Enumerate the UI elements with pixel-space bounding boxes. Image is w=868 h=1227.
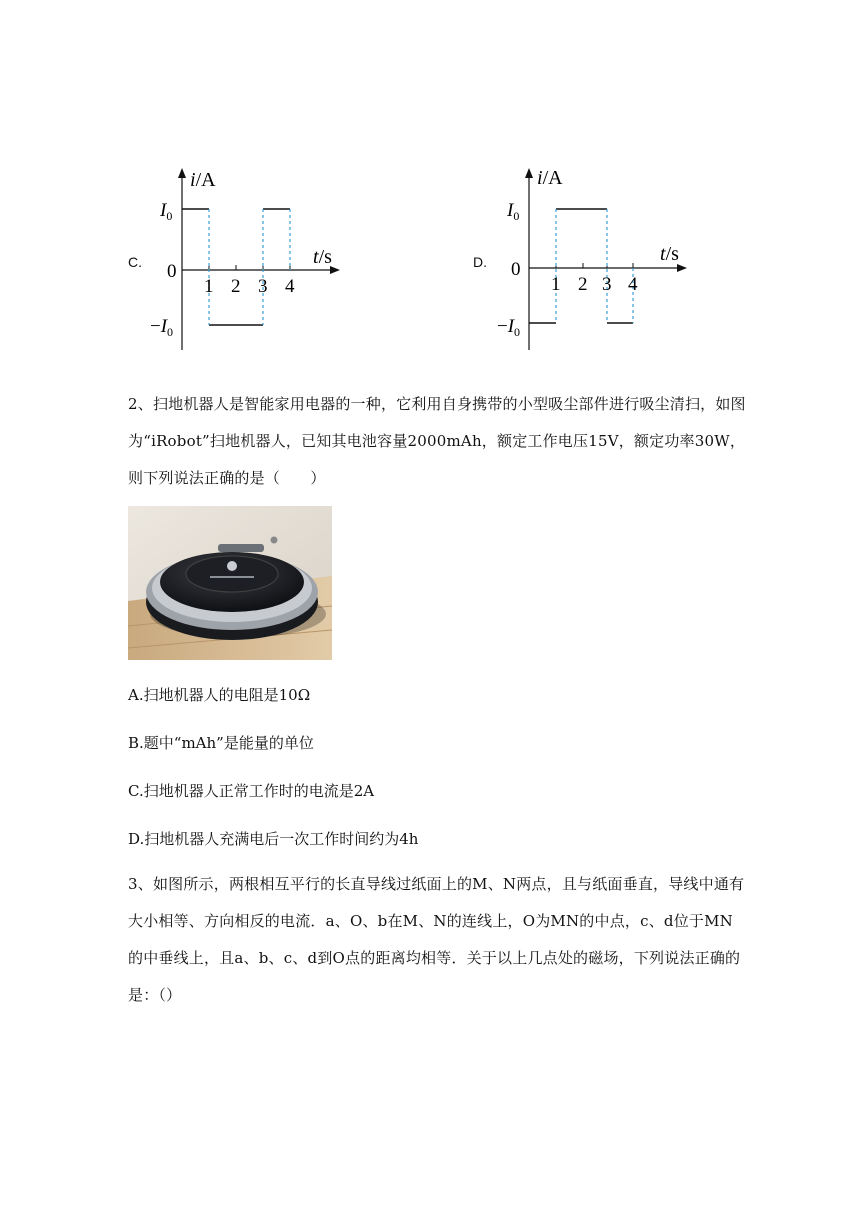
tick-label: 3	[258, 276, 268, 297]
tick-label: 4	[628, 274, 638, 295]
neg-current-label: $-I_0$	[497, 316, 521, 339]
tick-label: 1	[551, 274, 561, 295]
q2-option-c: C.扫地机器人正常工作时的电流是2A	[128, 782, 375, 800]
x-axis-label: t/s	[313, 246, 332, 268]
question-2-text: 2、扫地机器人是智能家用电器的一种，它利用自身携带的小型吸尘部件进行吸尘清扫，如图为“iRobot”扫地机器人，已知其电池容量2000mAh，额定工作电压15V，额定功率30W，则下列说法正确的是（ ）	[128, 395, 746, 487]
y-axis-label: i/A	[190, 169, 216, 191]
x-axis-label: t/s	[660, 243, 679, 265]
tick-label: 2	[578, 274, 588, 295]
origin-label: 0	[167, 261, 177, 282]
origin-label: 0	[511, 259, 521, 280]
robot-vacuum-photo	[128, 506, 332, 660]
tick-label: 1	[204, 276, 214, 297]
graph-c	[150, 160, 350, 360]
y-axis-arrow	[525, 168, 533, 178]
option-d-label: D.	[473, 254, 487, 270]
option-c-label: C.	[128, 254, 142, 270]
tick-label: 4	[285, 276, 295, 297]
x-axis-arrow	[677, 264, 687, 272]
tick-label: 3	[602, 274, 612, 295]
question-3-text: 3、如图所示，两根相互平行的长直导线过纸面上的M、N两点，且与纸面垂直，导线中通有大小相等、方向相反的电流．a、O、b在M、N的连线上，O为MN的中点，c、d位于MN的中垂线上，且a、b、c、d到O点的距离均相等．关于以上几点处的磁场，下列说法正确的是：（）	[128, 875, 745, 1004]
q2-option-a: A.扫地机器人的电阻是10Ω	[128, 686, 311, 704]
graph-d	[497, 160, 697, 360]
q2-option-d: D.扫地机器人充满电后一次工作时间约为4h	[128, 830, 419, 848]
neg-current-label: $-I_0$	[150, 316, 174, 339]
pos-current-label: $I_0$	[160, 200, 173, 223]
q2-option-b: B.题中“mAh”是能量的单位	[128, 734, 314, 752]
tick-label: 2	[231, 276, 241, 297]
pos-current-label: $I_0$	[507, 200, 520, 223]
y-axis-label: i/A	[537, 167, 563, 189]
y-axis-arrow	[178, 168, 186, 178]
